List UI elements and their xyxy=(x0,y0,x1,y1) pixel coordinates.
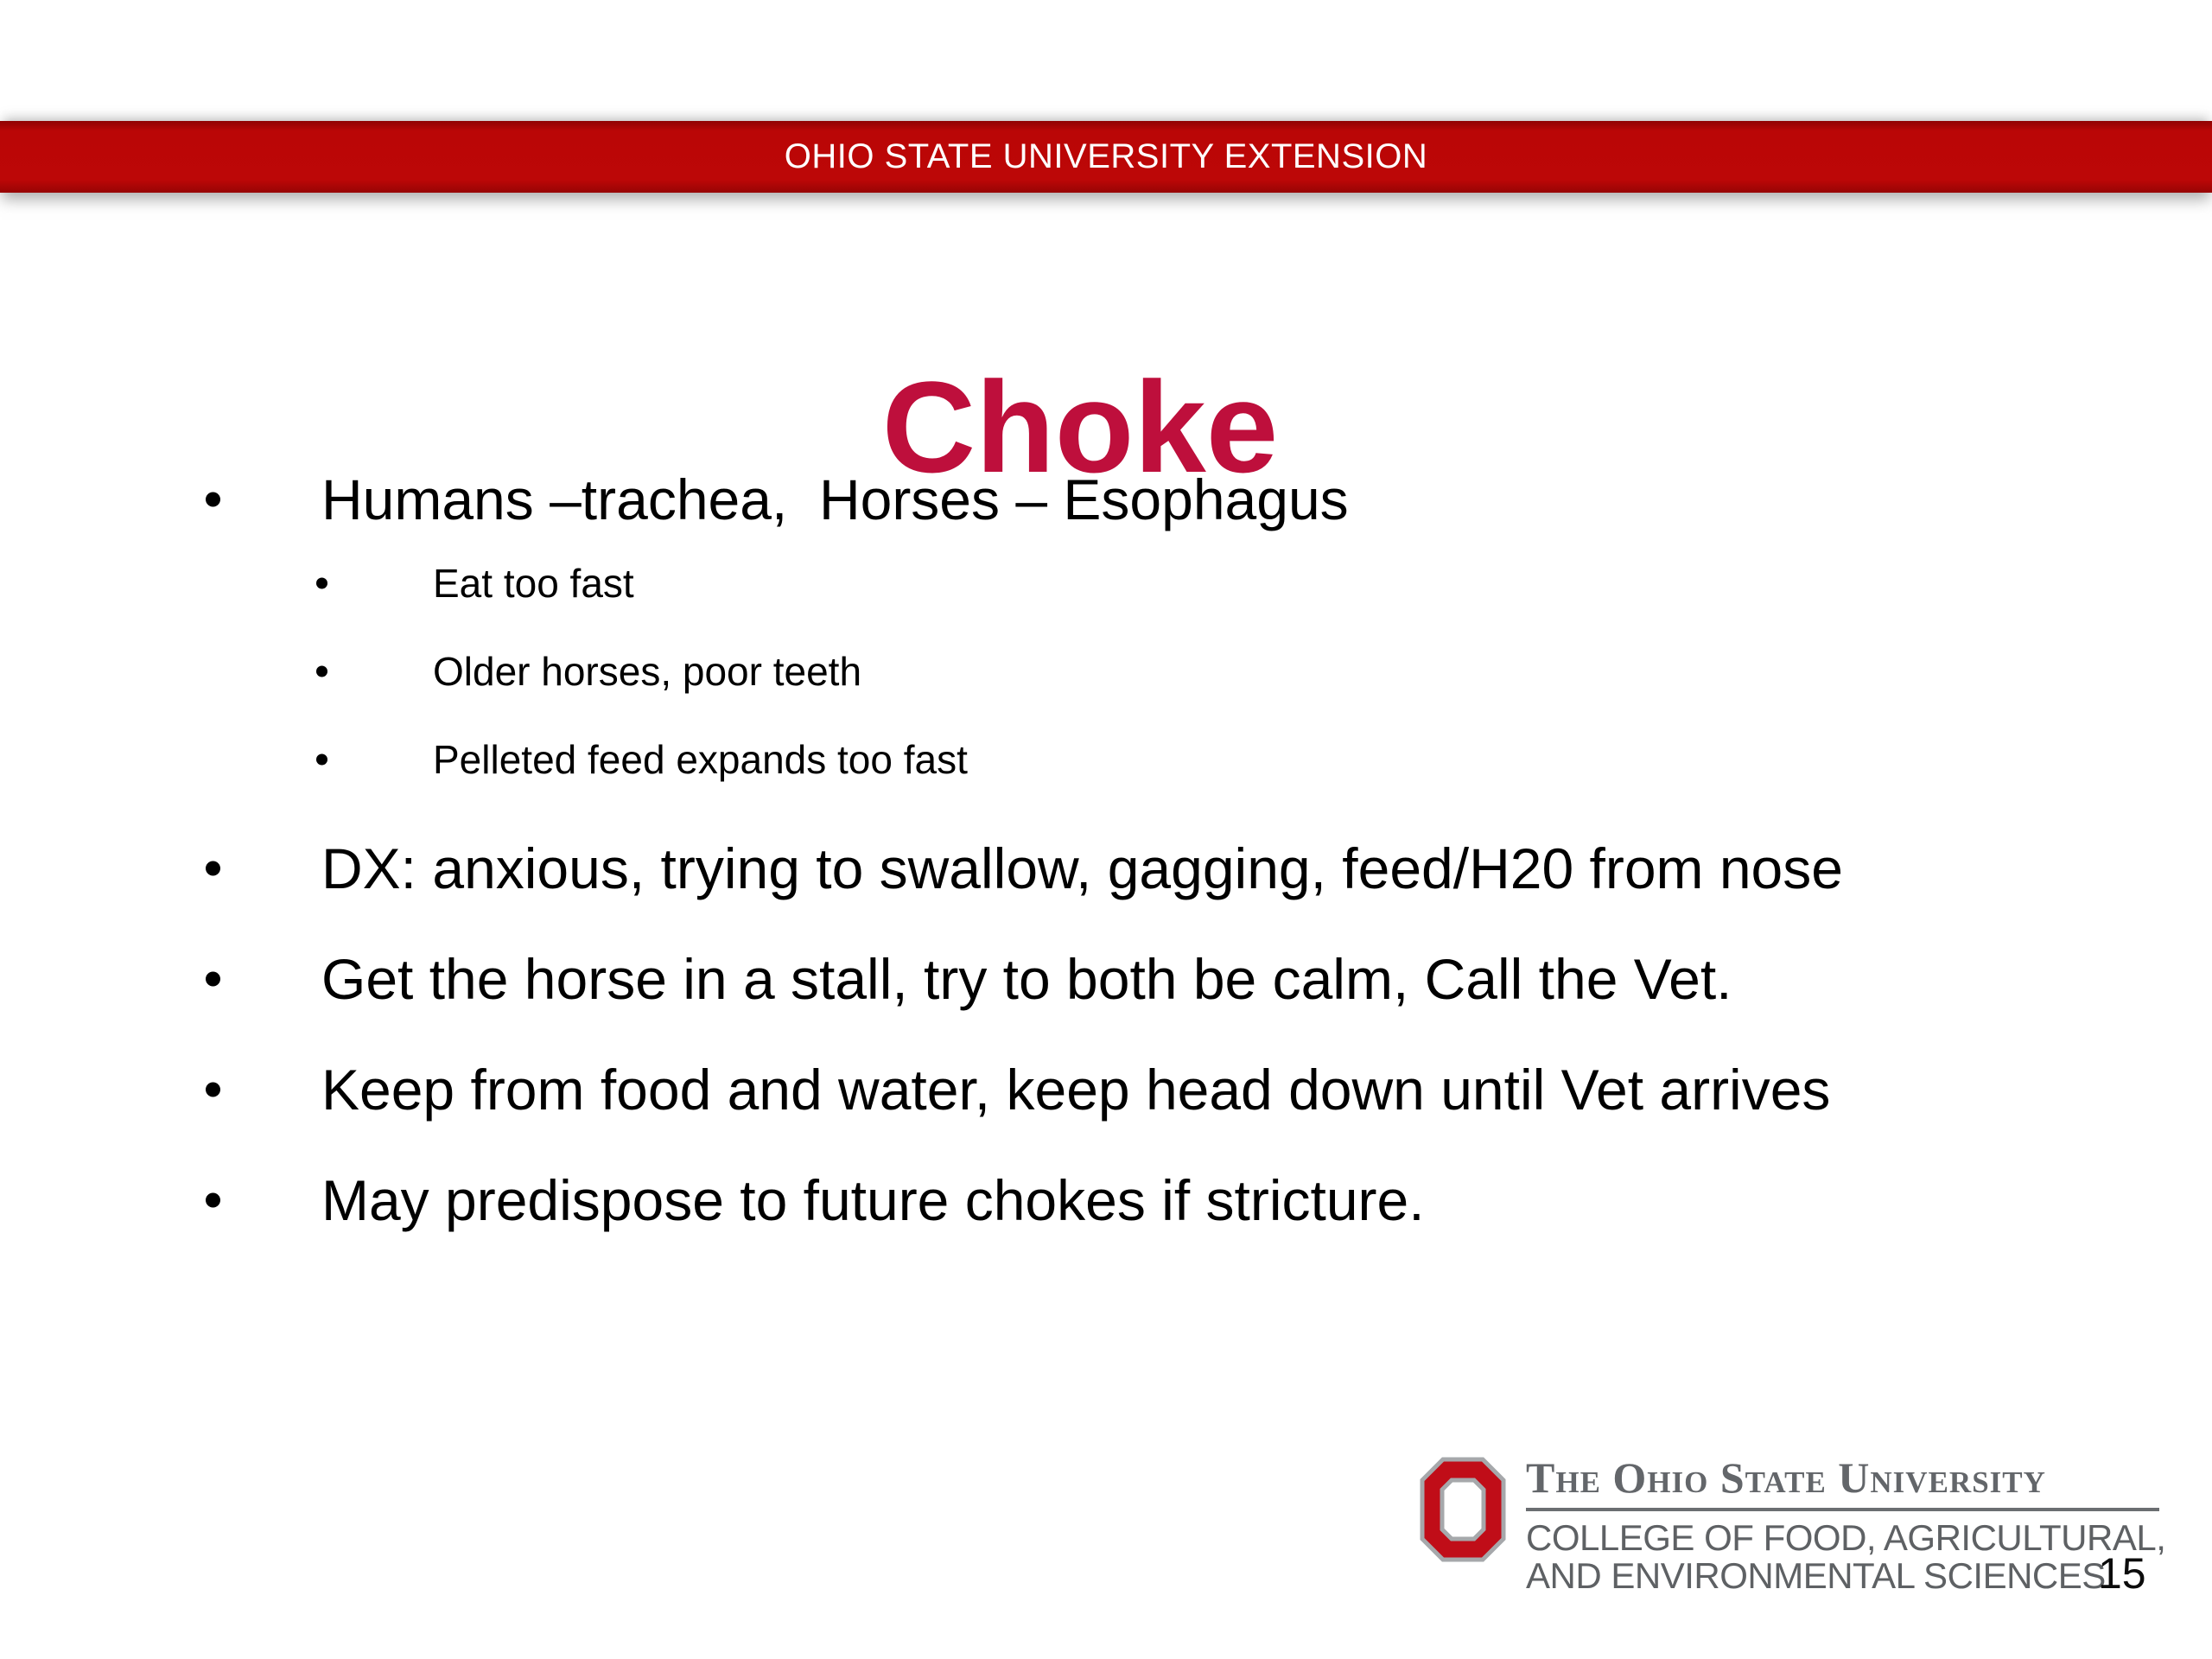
slide-body xyxy=(0,460,2212,1255)
sub-bullet-list xyxy=(0,539,2212,804)
list-item xyxy=(0,460,2212,539)
wordmark-divider xyxy=(1526,1508,2159,1511)
extension-banner-label: OHIO STATE UNIVERSITY EXTENSION xyxy=(784,137,1428,175)
bullet-icon xyxy=(206,493,220,507)
list-item xyxy=(0,924,2212,1034)
list-item xyxy=(0,1034,2212,1145)
bullet-text: Eat too fast xyxy=(433,561,634,606)
osu-block-o-icon xyxy=(1420,1457,1506,1562)
bullet-icon xyxy=(316,666,327,677)
list-item xyxy=(0,1145,2212,1255)
bullet-text: Older horses, poor teeth xyxy=(433,649,862,694)
bullet-icon xyxy=(206,1193,220,1208)
university-wordmark: The Ohio State University xyxy=(1526,1453,2046,1502)
bullet-icon xyxy=(206,861,220,876)
list-item xyxy=(0,715,2212,804)
bullet-icon xyxy=(206,972,220,987)
list-item xyxy=(0,539,2212,627)
college-name-line1: COLLEGE OF FOOD, AGRICULTURAL, xyxy=(1526,1517,2166,1558)
list-item xyxy=(0,813,2212,924)
bullet-text: May predispose to future chokes if stricture. xyxy=(321,1168,1425,1232)
bullet-text: Humans –trachea, Horses – Esophagus xyxy=(321,467,1349,531)
bullet-list xyxy=(0,460,2212,1255)
bullet-icon xyxy=(206,1083,220,1097)
bullet-text: DX: anxious, trying to swallow, gagging, feed/H20 from nose xyxy=(321,836,1843,900)
page-number: 15 xyxy=(2098,1549,2146,1598)
bullet-text: Keep from food and water, keep head down until Vet arrives xyxy=(321,1058,1831,1122)
bullet-icon xyxy=(316,578,327,589)
list-item xyxy=(0,627,2212,715)
extension-banner xyxy=(0,121,2212,193)
page-title: Choke xyxy=(881,353,1279,499)
bullet-icon xyxy=(316,754,327,766)
bullet-text: Get the horse in a stall, try to both be calm, Call the Vet. xyxy=(321,947,1732,1011)
college-name-line2: AND ENVIRONMENTAL SCIENCES xyxy=(1526,1555,2106,1596)
bullet-text: Pelleted feed expands too fast xyxy=(433,737,968,782)
